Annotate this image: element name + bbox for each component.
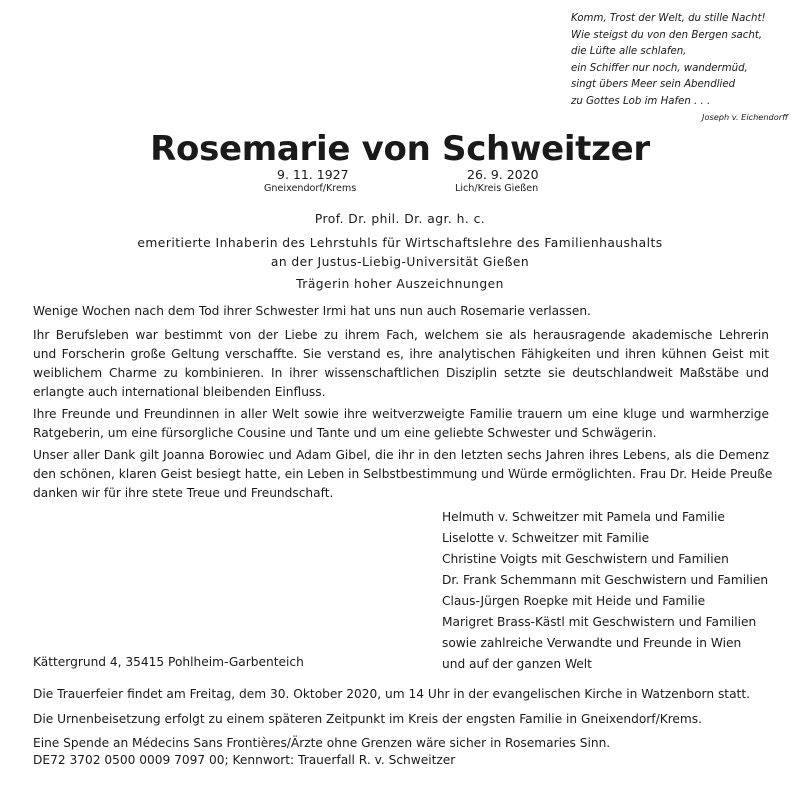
funeral-notice: Die Trauerfeier findet am Freitag, dem 30. Oktober 2020, um 14 Uhr in der evangelischen Kirche in Watzenborn statt. — [33, 687, 750, 701]
birth-date: 9. 11. 1927 — [277, 167, 349, 182]
text-line: weiblichem Charme zu kombinieren. In ihrer wissenschaftlichen Disziplin setzte sie deutschlandweit Maßstäbe und — [33, 366, 769, 380]
text-line: Ihre Freunde und Freundinnen in aller Welt sowie ihre weitverzweigte Familie trauern um eine kluge und warmherzige — [33, 407, 769, 421]
text-line: Unser aller Dank gilt Joanna Borowiec und Adam Gibel, die ihr in den letzten sechs Jahren ihres Lebens, als die Demenz — [33, 448, 769, 462]
poem — [571, 11, 791, 123]
poem-line: zu Gottes Lob im Hafen . . . — [571, 95, 711, 107]
text-line: erlangte auch international bleibenden Einfluss. — [33, 385, 326, 399]
poem-line: singt übers Meer sein Abendlied — [571, 79, 736, 91]
poem-line: die Lüfte alle schlafen, — [571, 46, 687, 58]
paragraph-mourning — [33, 405, 769, 443]
family-address: Kättergrund 4, 35415 Pohlheim-Garbenteich — [33, 655, 304, 669]
academic-title: Prof. Dr. phil. Dr. agr. h. c. — [314, 212, 486, 226]
poem-line: Komm, Trost der Welt, du stille Nacht! — [571, 13, 766, 24]
birth-place: Gneixendorf/Krems — [264, 183, 357, 194]
paragraph-career — [33, 326, 769, 402]
poem-line: Wie steigst du von den Bergen sacht, — [571, 29, 763, 41]
honors-line: Trägerin hoher Auszeichnungen — [296, 277, 504, 291]
bank-details: DE72 3702 0500 0009 7097 00; Kennwort: Trauerfall R. v. Schweitzer — [33, 753, 456, 767]
paragraph-thanks — [33, 446, 773, 503]
mourners-list — [442, 507, 768, 675]
burial-notice: Die Urnenbeisetzung erfolgt zu einem späteren Zeitpunkt im Kreis der engsten Familie in Gneixendorf/Krems. — [33, 712, 703, 726]
text-line: den schönen, klaren Geist besiegt hatte, ein Leben in Selbstbestimmung und Würde ermöglichten. Frau Dr. Heide Preuße — [33, 467, 773, 481]
paragraph-intro — [33, 302, 769, 321]
mourner-entry: Marigret Brass-Kästl mit Geschwistern und Familien — [442, 615, 757, 629]
deceased-name: Rosemarie von Schweitzer — [150, 129, 650, 169]
death-date: 26. 9. 2020 — [467, 167, 539, 182]
text-line: und Forscherin große Geltung verschaffte. Sie verstand es, ihre analytischen Fähigkeiten und ihren kühnen Geist mit — [33, 347, 769, 361]
position-line: emeritierte Inhaberin des Lehrstuhls für Wirtschaftslehre des Familienhaushalts — [137, 236, 663, 250]
text-line: danken wir für ihre stete Treue und Freundschaft. — [33, 486, 334, 500]
mourner-entry: sowie zahlreiche Verwandte und Freunde in Wien — [442, 636, 742, 650]
mourner-entry: Liselotte v. Schweitzer mit Familie — [442, 531, 650, 545]
text-line: Ihr Berufsleben war bestimmt von der Liebe zu ihrem Fach, welchem sie als herausragende akademische Lehrerin — [33, 328, 769, 342]
donation-notice: Eine Spende an Médecins Sans Frontières/Ärzte ohne Grenzen wäre sicher in Rosemaries Sinn. — [33, 736, 611, 750]
mourner-entry: Claus-Jürgen Roepke mit Heide und Familie — [442, 594, 706, 608]
mourner-entry: Christine Voigts mit Geschwistern und Familien — [442, 552, 729, 566]
university-line: an der Justus-Liebig-Universität Gießen — [270, 255, 530, 269]
death-place: Lich/Kreis Gießen — [455, 183, 539, 194]
mourner-entry: Helmuth v. Schweitzer mit Pamela und Familie — [442, 510, 725, 524]
text-line: Wenige Wochen nach dem Tod ihrer Schwester Irmi hat uns nun auch Rosemarie verlassen. — [33, 304, 591, 318]
mourner-entry: Dr. Frank Schemmann mit Geschwistern und Familien — [442, 573, 769, 587]
poem-line: ein Schiffer nur noch, wandermüd, — [571, 62, 748, 74]
poem-author: Joseph v. Eichendorff — [702, 111, 788, 122]
mourner-entry: und auf der ganzen Welt — [442, 657, 592, 671]
text-line: Ratgeberin, um eine fürsorgliche Cousine und Tante und um eine geliebte Schwester und Schwägerin. — [33, 426, 657, 440]
